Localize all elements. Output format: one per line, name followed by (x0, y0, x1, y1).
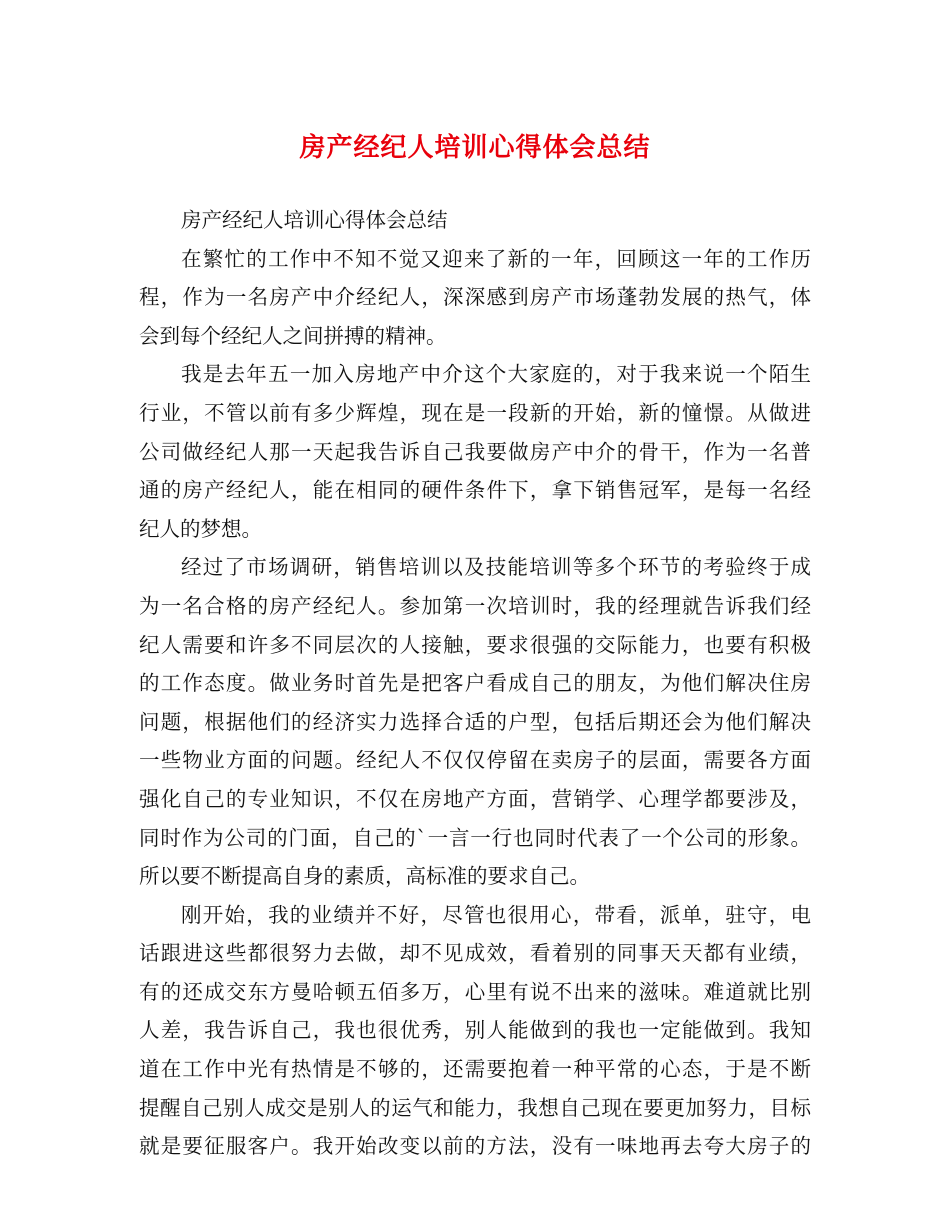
document-body (139, 201, 811, 1166)
paragraph-line: 一些物业方面的问题。经纪人不仅仅停留在卖房子的层面，需要各方面 (139, 748, 811, 773)
document-title: 房产经纪人培训心得体会总结 (299, 133, 651, 163)
paragraph-line: 就是要征服客户。我开始改变以前的方法，没有一味地再去夸大房子的 (139, 1134, 811, 1159)
paragraph-line: 行业，不管以前有多少辉煌，现在是一段新的开始，新的憧憬。从做进 (139, 400, 811, 425)
paragraph-line: 通的房产经纪人，能在相同的硬件条件下，拿下销售冠军，是每一名经 (139, 478, 811, 503)
paragraph-line: 在繁忙的工作中不知不觉又迎来了新的一年，回顾这一年的工作历 (181, 246, 811, 271)
paragraph (139, 896, 811, 1166)
paragraph-line: 问题，根据他们的经济实力选择合适的户型，包括后期还会为他们解决 (139, 709, 811, 734)
paragraph-line: 同时作为公司的门面，自己的`一言一行也同时代表了一个公司的形象。 (139, 825, 811, 850)
paragraph-line: 经过了市场调研，销售培训以及技能培训等多个环节的考验终于成 (181, 555, 811, 580)
paragraph-line: 为一名合格的房产经纪人。参加第一次培训时，我的经理就告诉我们经 (139, 593, 811, 618)
paragraph-line: 有的还成交东方曼哈顿五佰多万，心里有说不出来的滋味。难道就比别 (139, 979, 811, 1004)
paragraph (139, 548, 811, 895)
paragraph-line: 的工作态度。做业务时首先是把客户看成自己的朋友，为他们解决住房 (139, 671, 811, 696)
paragraph-line: 强化自己的专业知识，不仅在房地产方面，营销学、心理学都要涉及， (139, 786, 811, 811)
paragraph-line: 纪人的梦想。 (139, 516, 262, 541)
paragraph-line: 刚开始，我的业绩并不好，尽管也很用心，带看，派单，驻守，电 (181, 902, 811, 927)
paragraph-line: 程，作为一名房产中介经纪人，深深感到房产市场蓬勃发展的热气，体 (139, 285, 811, 310)
paragraph-line: 道在工作中光有热情是不够的，还需要抱着一种平常的心态，于是不断 (139, 1057, 811, 1082)
paragraph (139, 240, 811, 356)
paragraph (139, 201, 811, 240)
paragraph-line: 人差，我告诉自己，我也很优秀，别人能做到的我也一定能做到。我知 (139, 1018, 811, 1043)
paragraph-line: 房产经纪人培训心得体会总结 (181, 208, 448, 232)
paragraph (139, 355, 811, 548)
paragraph-line: 我是去年五一加入房地产中介这个大家庭的，对于我来说一个陌生 (181, 362, 811, 387)
paragraph-line: 话跟进这些都很努力去做，却不见成效，看着别的同事天天都有业绩， (139, 941, 811, 966)
paragraph-line: 公司做经纪人那一天起我告诉自己我要做房产中介的骨干，作为一名普 (139, 439, 811, 464)
paragraph-line: 会到每个经纪人之间拼搏的精神。 (139, 323, 447, 348)
paragraph-line: 提醒自己别人成交是别人的运气和能力，我想自己现在要更加努力，目标 (139, 1095, 811, 1120)
paragraph-line: 所以要不断提高自身的素质，高标准的要求自己。 (139, 864, 590, 889)
paragraph-line: 纪人需要和许多不同层次的人接触，要求很强的交际能力，也要有积极 (139, 632, 811, 657)
